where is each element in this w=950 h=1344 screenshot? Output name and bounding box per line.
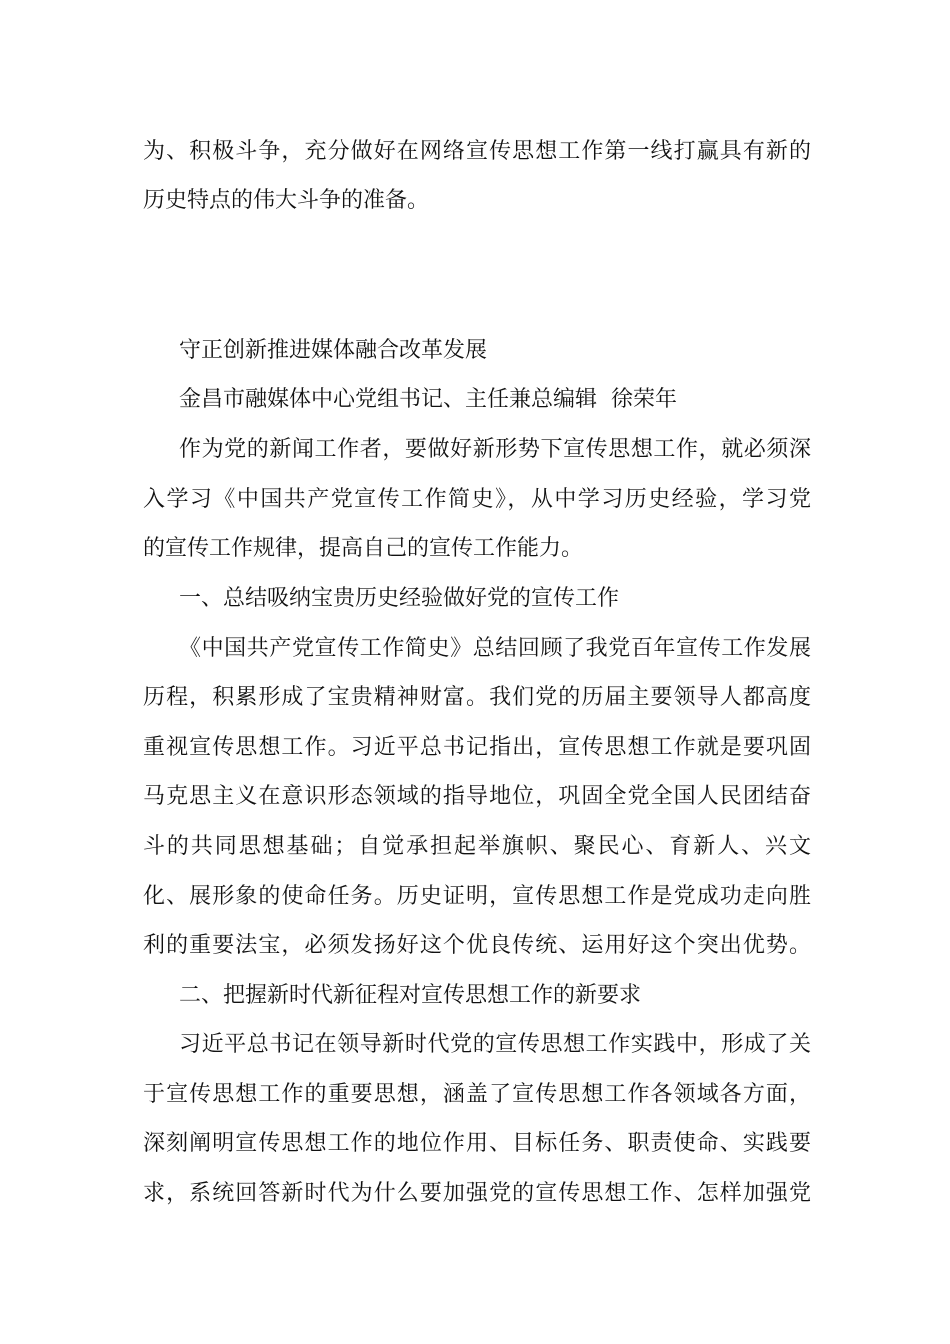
paragraph-line: 化、展形象的使命任务。历史证明，宣传思想工作是党成功走向胜	[143, 884, 811, 909]
paragraph-line: 的宣传工作规律，提高自己的宣传工作能力。	[143, 536, 584, 561]
paragraph-line: 历史特点的伟大斗争的准备。	[143, 188, 430, 213]
paragraph-line: 《中国共产党宣传工作简史》总结回顾了我党百年宣传工作发展	[179, 636, 811, 661]
paragraph-line: 作为党的新闻工作者，要做好新形势下宣传思想工作，就必须深	[179, 437, 811, 462]
paragraph-line: 重视宣传思想工作。习近平总书记指出，宣传思想工作就是要巩固	[143, 735, 811, 760]
paragraph-line: 求，系统回答新时代为什么要加强党的宣传思想工作、怎样加强党	[143, 1181, 811, 1206]
paragraph-line: 习近平总书记在领导新时代党的宣传思想工作实践中，形成了关	[179, 1032, 811, 1057]
paragraph-line: 利的重要法宝，必须发扬好这个优良传统、运用好这个突出优势。	[143, 933, 811, 958]
paragraph-line: 历程，积累形成了宝贵精神财富。我们党的历届主要领导人都高度	[143, 685, 811, 710]
paragraph-line: 入学习《中国共产党宣传工作简史》，从中学习历史经验，学习党	[143, 487, 811, 512]
article-title: 守正创新推进媒体融合改革发展	[179, 338, 488, 363]
paragraph-line: 马克思主义在意识形态领域的指导地位，巩固全党全国人民团结奋	[143, 784, 811, 809]
section-heading: 二、把握新时代新征程对宣传思想工作的新要求	[179, 983, 642, 1008]
byline: 金昌市融媒体中心党组书记、主任兼总编辑 徐荣年	[179, 387, 677, 412]
paragraph-line: 为、积极斗争，充分做好在网络宣传思想工作第一线打赢具有新的	[143, 139, 811, 164]
paragraph-line: 于宣传思想工作的重要思想，涵盖了宣传思想工作各领域各方面，	[143, 1082, 811, 1107]
paragraph-line: 深刻阐明宣传思想工作的地位作用、目标任务、职责使命、实践要	[143, 1131, 811, 1156]
section-heading: 一、总结吸纳宝贵历史经验做好党的宣传工作	[179, 586, 620, 611]
paragraph-line: 斗的共同思想基础；自觉承担起举旗帜、聚民心、育新人、兴文	[143, 834, 811, 859]
